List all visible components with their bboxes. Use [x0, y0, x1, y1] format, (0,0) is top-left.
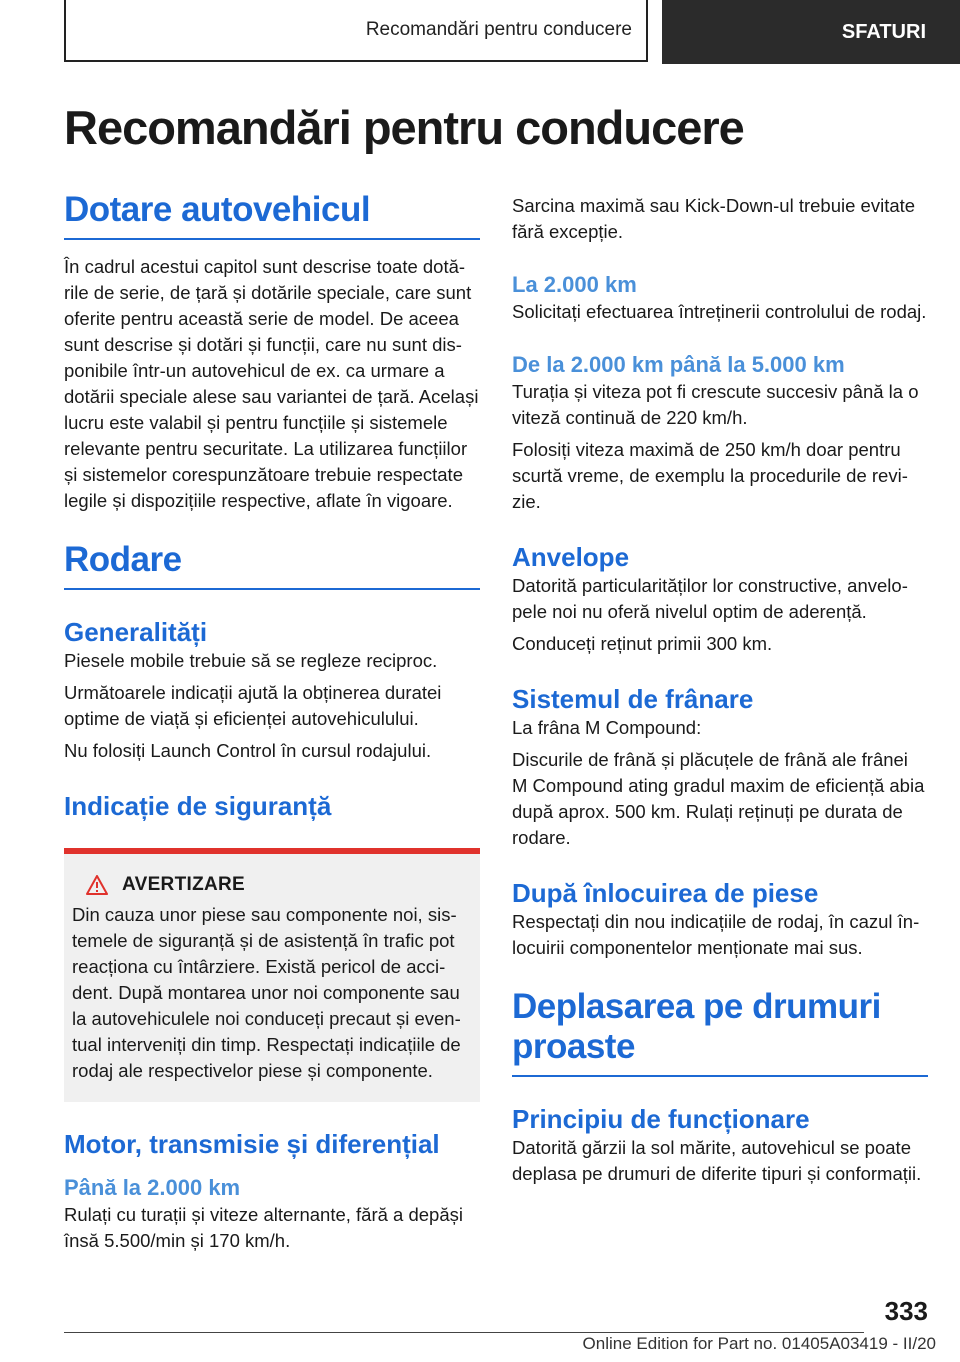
text-rodare-3: Nu folosiți Launch Control în cursul rodajului. — [64, 740, 432, 761]
heading-dotare: Dotare autovehicul — [64, 190, 480, 240]
header-section-text: Recomandări pentru conducere — [365, 19, 632, 40]
text-piese: Respectați din nou indicațiile de rodaj, în cazul înlocuirii componentelor menționate mai sus. — [512, 911, 920, 958]
text-la-5000-2: Folosiți viteza maximă de 250 km/h doar pentru scurtă vreme, de exemplu la procedurile de revizie. — [512, 439, 908, 512]
text-franare-1: La frâna M Compound: — [512, 717, 702, 738]
page-number: 333 — [884, 1296, 928, 1326]
footer-edition: Online Edition for Part no. 01405A03419 - II/20 — [582, 1334, 936, 1353]
text-motor: Rulați cu turații și viteze alternante, fără a depăși însă 5.500/min și 170 km/h. — [64, 1204, 463, 1251]
warning-text: Din cauza unor piese sau componente noi, sistemele de siguranță și de asistență în trafic pot reacționa cu întârziere. Există pericol de accident. După montarea unor noi componente sau la autovehiculele noi conduceți precaut și eventual interveniți din timp. Respectați indicațiile de rodaj ale respectivelor piese și componente. — [72, 904, 461, 1081]
footer-divider — [64, 1332, 864, 1333]
text-la-2000: Solicitați efectuarea întreținerii controlului de rodaj. — [512, 301, 927, 322]
header-section-label — [64, 0, 648, 62]
page-title: Recomandări pentru conducere — [64, 101, 744, 154]
heading-franare: Sistemul de frânare — [512, 684, 754, 714]
left-column — [64, 190, 480, 1254]
header-tab-text: SFATURI — [841, 20, 926, 43]
text-intro-right: Sarcina maximă sau Kick-Down-ul trebuie evitate fără excepție. — [512, 195, 916, 242]
heading-la-2000: La 2.000 km — [512, 272, 637, 297]
warning-title: AVERTIZARE — [122, 874, 245, 895]
header-tab — [662, 0, 960, 64]
warning-box — [64, 848, 480, 1102]
text-franare-2: Discurile de frână și plăcuțele de frână ale frânei M Compound ating gradul maxim de eficiență abia după aprox. 500 km. Rulați reținuți pe durata de rodare. — [512, 749, 925, 848]
text-principiu: Datorită gărzii la sol mărite, autovehicul se poate deplasa pe drumuri de diferite tipuri și conformații. — [512, 1137, 922, 1184]
text-anvelope-1: Datorită particularităților lor constructive, anvelopele noi nu oferă nivelul optim de aderență. — [512, 575, 908, 622]
heading-siguranta: Indicație de siguranță — [64, 791, 332, 821]
heading-piese: După înlocuirea de piese — [512, 878, 819, 908]
heading-rodare: Rodare — [64, 540, 480, 590]
heading-generalitati: Generalități — [64, 617, 208, 647]
heading-motor: Motor, transmisie și diferențial — [64, 1129, 440, 1159]
text-rodare-2: Următoarele indicații ajută la obținerea duratei optime de viață și eficienței autovehiculului. — [64, 682, 442, 729]
heading-pana-2000: Până la 2.000 km — [64, 1175, 241, 1200]
text-anvelope-2: Conduceți reținut primii 300 km. — [512, 633, 773, 654]
text-dotare: În cadrul acestui capitol sunt descrise toate dotările de serie, de țară și dotările speciale, care sunt oferite pentru această serie de model. De aceea sunt descrise și dotări și funcții, care nu sunt disponibile într-un autovehicul de ex. ca urmare a dotării speciale alese sau variantei de țară. Același lucru este valabil și pentru funcțiile și sistemele relevante pentru securitate. La utilizarea funcțiilor și sistemelor corespunzătoare trebuie respectate legile și dispozițiile respective, aflate în vigoare. — [64, 256, 479, 511]
text-la-5000-1: Turația și viteza pot fi crescute succesiv până la o viteză continuă de 220 km/h. — [512, 381, 919, 428]
heading-principiu: Principiu de funcționare — [512, 1104, 810, 1134]
text-rodare-1: Piesele mobile trebuie să se regleze reciproc. — [64, 650, 438, 671]
heading-la-5000: De la 2.000 km până la 5.000 km — [512, 352, 845, 377]
heading-anvelope: Anvelope — [512, 542, 630, 572]
warning-header — [72, 874, 472, 896]
heading-deplasare: Deplasarea pe drumuri proaste — [512, 987, 928, 1077]
warning-triangle-icon — [86, 875, 108, 895]
right-column — [512, 193, 928, 1187]
